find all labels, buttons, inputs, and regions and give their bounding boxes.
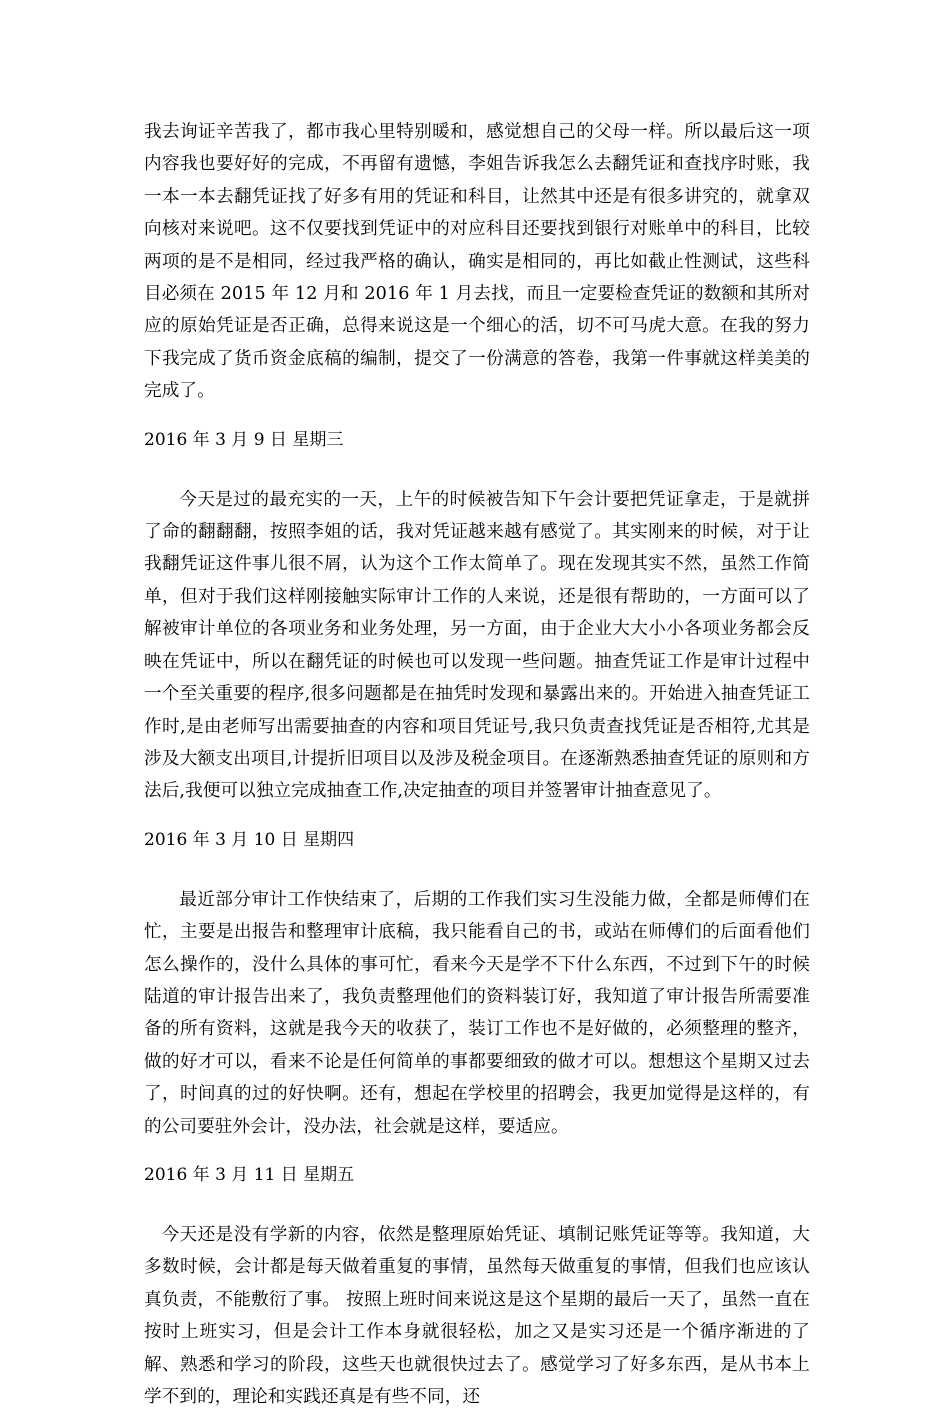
spacer	[144, 1143, 810, 1161]
spacer	[144, 808, 810, 826]
spacer	[144, 454, 810, 484]
document-page	[144, 116, 810, 1413]
paragraph-continuation: 我去询证辛苦我了，都市我心里特别暖和，感觉想自己的父母一样。所以最后这一项内容我也要好好的完成，不再留有遗憾，李姐告诉我怎么去翻凭证和查找序时账，我一本一本去翻凭证找了好多有用的凭证和科目，让然其中还是有很多讲究的，就拿双向核对来说吧。这不仅要找到凭证中的对应科目还要找到银行对账单中的科目，比较两项的是不是相同，经过我严格的确认，确实是相同的，再比如截止性测试，这些科目必须在 2015 年 12 月和 2016 年 1 月去找，而且一定要检查凭证的数额和其所对应的原始凭证是否正确，总得来说这是一个细心的活，切不可马虎大意。在我的努力下我完成了货币资金底稿的编制，提交了一份满意的答卷，我第一件事就这样美美的完成了。	[144, 122, 810, 402]
entry-date-march-9: 2016 年 3 月 9 日 星期三	[144, 429, 344, 450]
entry-body-march-9: 今天是过的最充实的一天，上午的时候被告知下午会计要把凭证拿走，于是就拼了命的翻翻翻，按照李姐的话，我对凭证越来越有感觉了。其实刚来的时候，对于让我翻凭证这件事儿很不屑，认为这个工作太简单了。现在发现其实不然，虽然工作简单，但对于我们这样刚接触实际审计工作的人来说，还是很有帮助的，一方面可以了解被审计单位的各项业务和业务处理，另一方面，由于企业大大小小各项业务都会反映在凭证中，所以在翻凭证的时候也可以发现一些问题。抽查凭证工作是审计过程中一个至关重要的程序,很多问题都是在抽凭时发现和暴露出来的。开始进入抽查凭证工作时,是由老师写出需要抽查的内容和项目凭证号,我只负责查找凭证是否相符,尤其是涉及大额支出项目,计提折旧项目以及涉及税金项目。在逐渐熟悉抽查凭证的原则和方法后,我便可以独立完成抽查工作,决定抽查的项目并签署审计抽查意见了。	[144, 489, 810, 802]
spacer	[144, 854, 810, 884]
spacer	[144, 1189, 810, 1219]
entry-date-march-10: 2016 年 3 月 10 日 星期四	[144, 829, 355, 850]
entry-body-march-10: 最近部分审计工作快结束了，后期的工作我们实习生没能力做，全都是师傅们在忙，主要是出报告和整理审计底稿，我只能看自己的书，或站在师傅们的后面看他们怎么操作的，没什么具体的事可忙，看来今天是学不下什么东西，不过到下午的时候陆道的审计报告出来了，我负责整理他们的资料装订好，我知道了审计报告所需要准备的所有资料，这就是我今天的收获了，装订工作也不是好做的，必须整理的整齐，做的好才可以，看来不论是任何简单的事都要细致的做才可以。想想这个星期又过去了，时间真的过的好快啊。还有，想起在学校里的招聘会，我更加觉得是这样的，有的公司要驻外会计，没办法，社会就是这样，要适应。	[144, 889, 810, 1137]
entry-date-march-11: 2016 年 3 月 11 日 星期五	[144, 1164, 355, 1185]
entry-body-march-11: 今天还是没有学新的内容，依然是整理原始凭证、填制记账凭证等等。我知道，大多数时候，会计都是每天做着重复的事情，虽然每天做重复的事情，但我们也应该认真负责，不能敷衍了事。 按照上班时间来说这是这个星期的最后一天了，虽然一直在按时上班实习，但是会计工作本身就很轻松，加之又是实习还是一个循序渐进的了解、熟悉和学习的阶段，这些天也就很快过去了。感觉学习了好多东西，是从书本上学不到的，理论和实践还真是有些不同，还	[144, 1224, 810, 1407]
spacer	[144, 408, 810, 426]
